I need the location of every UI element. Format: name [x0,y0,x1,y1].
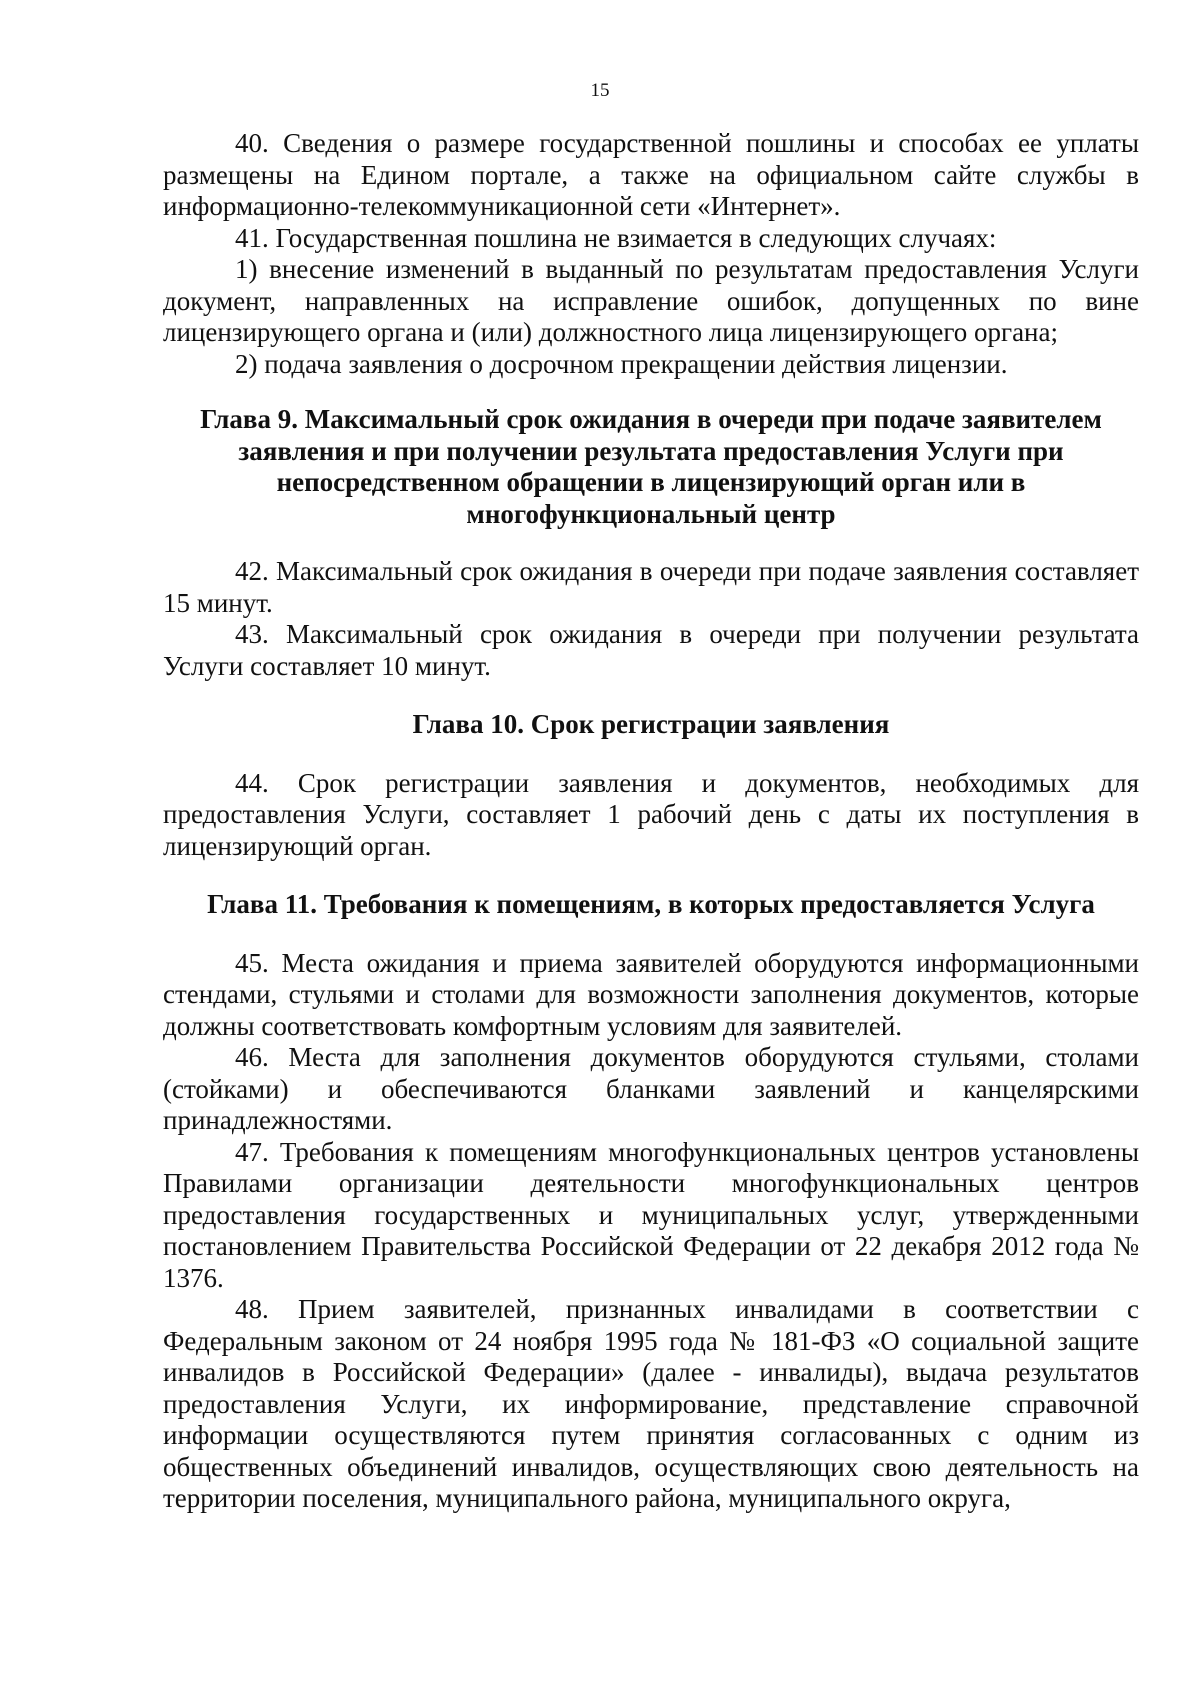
chapter-10-heading: Глава 10. Срок регистрации заявления [412,709,890,739]
paragraph-41: 41. Государственная пошлина не взимается в следующих случаях: [235,222,997,253]
paragraph-44: 44. Срок регистрации заявления и документов, необходимых для предоставления Услуги, составляет 1 рабочий день с даты их поступления в лицензирующий орган. [163,767,1139,861]
chapter-11-heading: Глава 11. Требования к помещениям, в которых предоставляется Услуга [207,889,1095,919]
chapter-9-heading: Глава 9. Максимальный срок ожидания в очереди при подаче заявителем заявления и при получении результата предоставления Услуги при непосредственном обращении в лицензирующий орган или в многофункциональный центр [200,404,1102,529]
paragraph-41-item-1: 1) внесение изменений в выданный по результатам предоставления Услуги документ, направленных на исправление ошибок, допущенных по вине лицензирующего органа и (или) должностного лица лицензирующего органа; [163,254,1139,347]
document-body [163,128,1139,1515]
page-number: 15 [590,80,610,101]
paragraph-47: 47. Требования к помещениям многофункциональных центров установлены Правилами организации деятельности многофункциональных центров предоставления государственных и муниципальных услуг, утвержденными постановлением Правительства Российской Федерации от 22 декабря 2012 года № 1376. [163,1136,1139,1293]
paragraph-45: 45. Места ожидания и приема заявителей оборудуются информационными стендами, стульями и столами для возможности заполнения документов, которые должны соответствовать комфортным условиям для заявителей. [163,947,1139,1041]
paragraph-48: 48. Прием заявителей, признанных инвалидами в соответствии с Федеральным законом от 24 ноября 1995 года № 181-ФЗ «О социальной защите инвалидов в Российской Федерации» (далее - инвалиды), выдача результатов предоставления Услуги, их информирование, представление справочной информации осуществляются путем принятия согласованных с одним из общественных объединений инвалидов, осуществляющих свою деятельность на территории поселения, муниципального района, муниципального округа, [163,1294,1139,1513]
paragraph-41-item-2: 2) подача заявления о досрочном прекращении действия лицензии. [235,348,1008,379]
paragraph-40: 40. Сведения о размере государственной пошлины и способах ее уплаты размещены на Едином портале, а также на официальном сайте службы в информационно-телекоммуникационной сети «Интернет». [163,128,1139,221]
paragraph-42: 42. Максимальный срок ожидания в очереди при подаче заявления составляет 15 минут. [163,556,1139,618]
paragraph-43: 43. Максимальный срок ожидания в очереди при получении результата Услуги составляет 10 минут. [163,619,1139,681]
paragraph-46: 46. Места для заполнения документов оборудуются стульями, столами (стойками) и обеспечиваются бланками заявлений и канцелярскими принадлежностями. [163,1042,1139,1135]
